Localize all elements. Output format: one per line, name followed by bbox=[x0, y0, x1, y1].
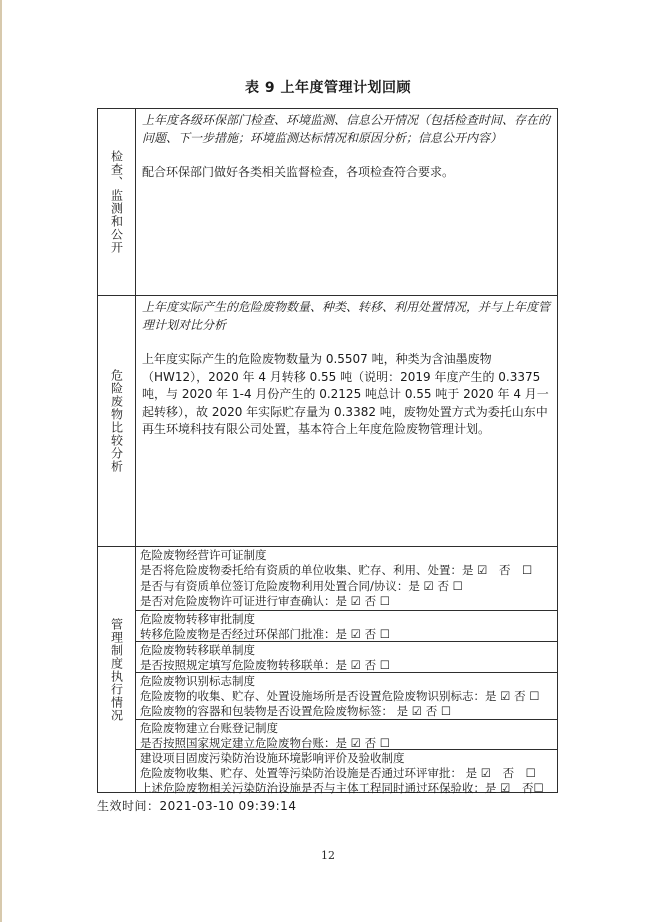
policy-title-line: 建设项目固废污染防治设施环境影响评价及验收制度 bbox=[140, 750, 405, 765]
table-title: 表 9 上年度管理计划回顾 bbox=[245, 80, 411, 96]
policy-checkbox-line: 是否与有资质单位签订危险废物利用处置合同/协议：是 ☑ 否 ☐ bbox=[140, 578, 463, 593]
policy-checkbox-line: 是否按照国家规定建立危险废物台账：是 ☑ 否 ☐ bbox=[140, 736, 391, 751]
policy-title-line: 危险废物转移审批制度 bbox=[140, 611, 255, 626]
paragraph-gap bbox=[142, 334, 551, 351]
paragraph-gap bbox=[142, 147, 551, 164]
effective-time-note: 生效时间：2021-03-10 09:39:14 bbox=[97, 799, 297, 813]
policy-checkbox-line: 危险废物的容器和包装物是否设置危险废物标签： 是 ☑ 否 ☐ bbox=[140, 704, 452, 719]
row-label-cell bbox=[98, 547, 136, 792]
table-row-management-systems bbox=[98, 546, 557, 796]
page-number: 12 bbox=[321, 849, 335, 862]
subrow-transfer-manifest-system bbox=[136, 641, 557, 672]
policy-title-line: 危险废物经营许可证制度 bbox=[140, 548, 267, 562]
policy-checkbox-line: 危险废物的收集、贮存、处置设施场所是否设置危险废物识别标志：是 ☑ 否 ☐ bbox=[140, 689, 540, 704]
row-content-cell bbox=[136, 109, 557, 295]
subrow-ledger-registration-system bbox=[136, 719, 557, 749]
row-label-management-system-execution: 管理制度执行情况 bbox=[109, 617, 124, 722]
policy-subrows bbox=[136, 547, 557, 796]
policy-checkbox-line: 是否按照规定填写危险废物转移联单：是 ☑ 否 ☐ bbox=[140, 658, 391, 673]
row-label-hazardous-waste-comparison: 危险废物比较分析 bbox=[109, 369, 124, 473]
policy-checkbox-line: 危险废物收集、贮存、处置等污染防治设施是否通过环评审批： 是 ☑ 否 ☐ bbox=[140, 766, 536, 781]
row-label-cell bbox=[98, 296, 136, 546]
policy-checkbox-line: 是否将危险废物委托给有资质的单位收集、贮存、利用、处置：是 ☑ 否 ☐ bbox=[140, 563, 533, 578]
policy-checkbox-line: 转移危险废物是否经过环保部门批准：是 ☑ 否 ☐ bbox=[140, 627, 391, 642]
policy-checkbox-line: 是否对危险废物许可证进行审查确认：是 ☑ 否 ☐ bbox=[140, 594, 391, 609]
subrow-transfer-approval-system bbox=[136, 610, 557, 641]
subrow-identification-label-system bbox=[136, 672, 557, 719]
policy-title-line: 危险废物识别标志制度 bbox=[140, 673, 255, 688]
management-plan-review-table bbox=[97, 108, 558, 796]
section-prompt-text: 上年度实际产生的危险废物数量、种类、转移、利用处置情况，并与上年度管理计划对比分析 bbox=[142, 300, 551, 332]
page-edge-shadow bbox=[0, 0, 2, 922]
table-row-inspection-monitoring bbox=[98, 109, 557, 295]
policy-checkbox-line: 上述危险废物相关污染防治设施是否与主体工程同时通过环保验收：是 ☑ 否☐ bbox=[140, 781, 544, 796]
table-row-waste-comparison bbox=[98, 295, 557, 546]
policy-title-line: 危险废物转移联单制度 bbox=[140, 642, 255, 657]
subrow-operating-license-system bbox=[136, 547, 557, 610]
section-answer-text: 配合环保部门做好各类相关监督检查，各项检查符合要求。 bbox=[142, 165, 455, 179]
section-prompt-text: 上年度各级环保部门检查、环境监测、信息公开情况（包括检查时间、存在的问题、下一步措施；环境监测达标情况和原因分析；信息公开内容） bbox=[142, 113, 551, 145]
section-answer-text: 上年度实际产生的危险废物数量为 0.5507 吨，种类为含油墨废物（HW12），2020 年 4 月转移 0.55 吨（说明：2019 年度产生的 0.3375 吨，与 2020 年 1-4 月份产生的 0.2125 吨总计 0.55 吨于 2020 年 4 月一起转移），故 2020 年实际贮存量为 0.3382 吨，废物处置方式为委托山东中再生环境科技有限公司处置，基本符合上年度危险废物管理计划。 bbox=[142, 352, 549, 436]
subrow-eia-acceptance-system bbox=[136, 749, 557, 797]
row-label-inspection-monitoring-disclosure: 检查、监测和公开 bbox=[109, 150, 124, 254]
row-content-cell bbox=[136, 296, 557, 546]
row-label-cell bbox=[98, 109, 136, 295]
policy-title-line: 危险废物建立台账登记制度 bbox=[140, 720, 278, 735]
